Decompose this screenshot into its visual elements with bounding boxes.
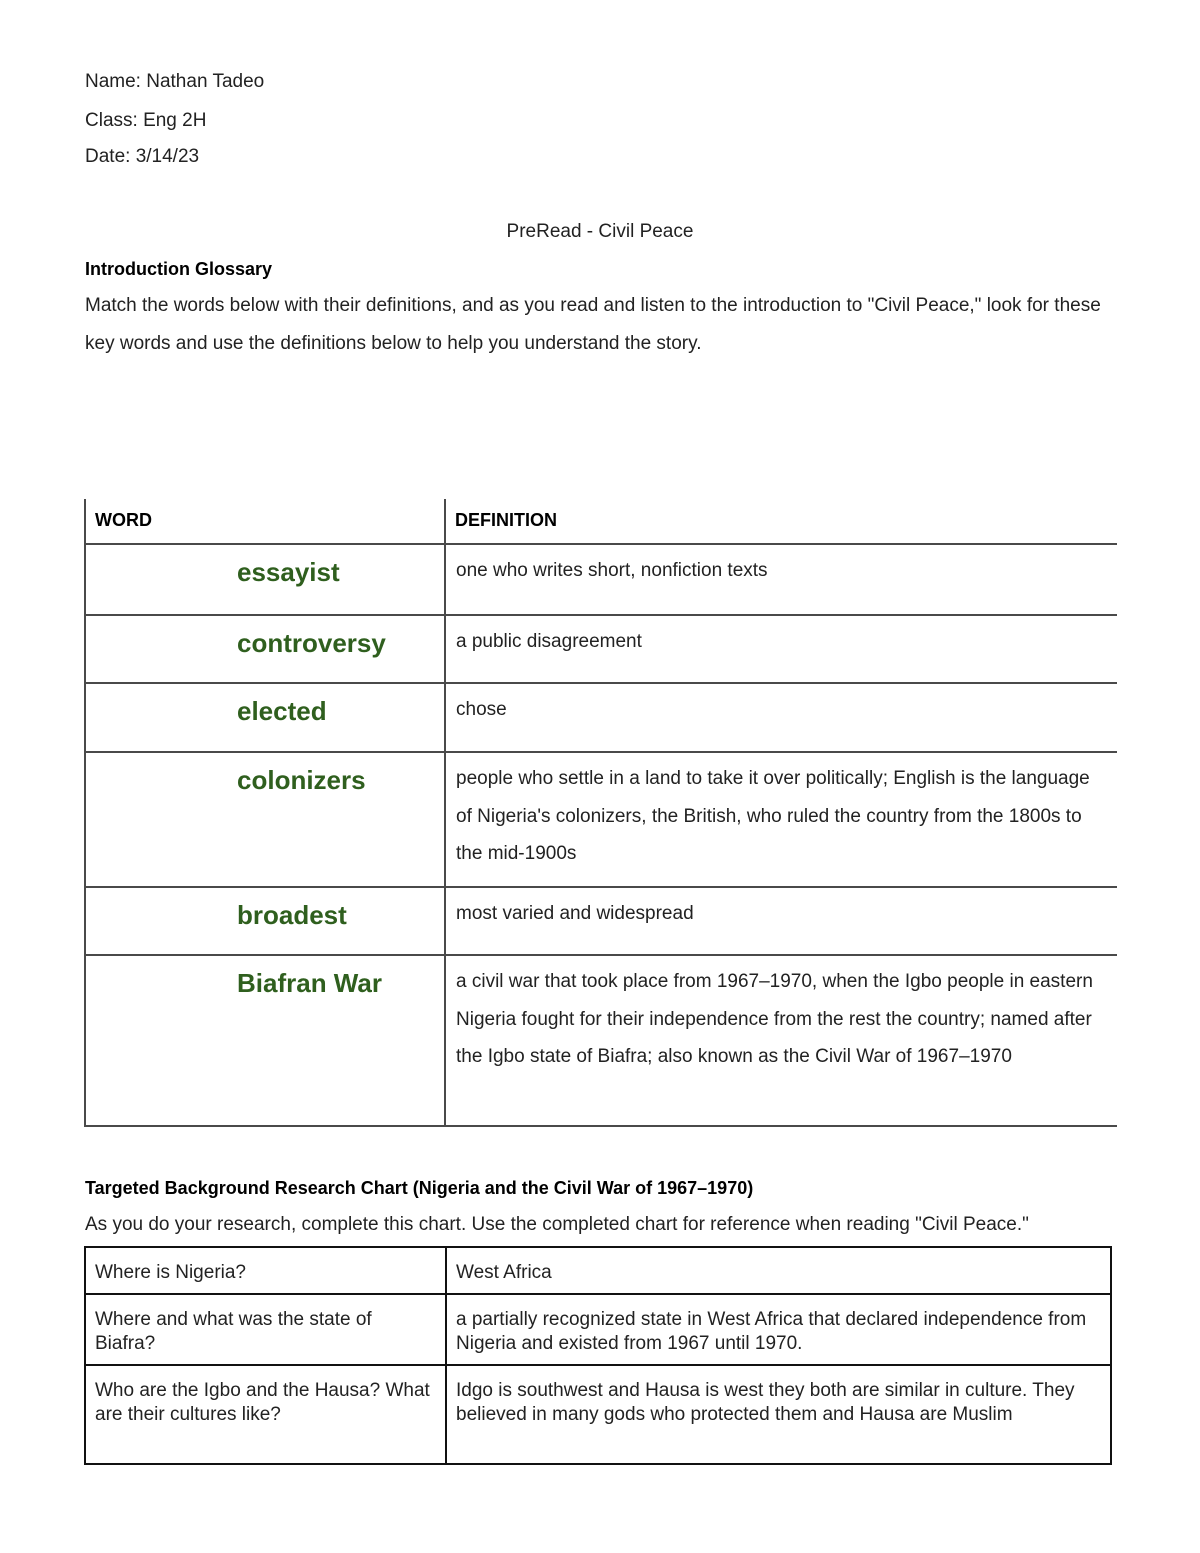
glossary-term: controversy <box>237 628 386 658</box>
glossary-row <box>85 544 1117 615</box>
research-instructions: As you do your research, complete this chart. Use the completed chart for reference when reading "Civil Peace." <box>85 1214 1029 1235</box>
glossary-definition: a public disagreement <box>456 631 642 652</box>
research-question: Where and what was the state of Biafra? <box>85 1294 446 1365</box>
research-heading: Targeted Background Research Chart (Nigeria and the Civil War of 1967–1970) <box>85 1178 754 1198</box>
glossary-header-row <box>85 499 1117 544</box>
research-answer: a partially recognized state in West Africa that declared independence from Nigeria and existed from 1967 until 1970. <box>446 1294 1111 1365</box>
word-column-header: WORD <box>95 510 152 530</box>
glossary-row <box>85 683 1117 752</box>
glossary-definition: chose <box>456 699 507 720</box>
glossary-term: colonizers <box>237 765 366 795</box>
glossary-definition: most varied and widespread <box>456 903 694 924</box>
research-row <box>85 1294 1111 1365</box>
assignment-date: Date: 3/14/23 <box>85 146 200 167</box>
research-row <box>85 1365 1111 1464</box>
glossary-instructions: Match the words below with their definitions, and as you read and listen to the introduction to "Civil Peace," look for these key words and use the definitions below to help you understand the story. <box>85 295 1101 354</box>
definition-column-header: DEFINITION <box>455 510 557 530</box>
research-row <box>85 1247 1111 1294</box>
student-name: Name: Nathan Tadeo <box>85 71 265 92</box>
class-name: Class: Eng 2H <box>85 110 207 131</box>
research-question: Who are the Igbo and the Hausa? What are their cultures like? <box>85 1365 446 1464</box>
glossary-term: essayist <box>237 557 340 587</box>
glossary-definition: people who settle in a land to take it over politically; English is the language of Nigeria's colonizers, the British, who ruled the country from the 1800s to the mid-1900s <box>456 768 1090 864</box>
glossary-term: broadest <box>237 900 347 930</box>
research-answer: West Africa <box>446 1247 1111 1294</box>
glossary-term: elected <box>237 696 327 726</box>
glossary-definition: a civil war that took place from 1967–1970, when the Igbo people in eastern Nigeria fought for their independence from the rest the country; named after the Igbo state of Biafra; also known as the Civil War of 1967–1970 <box>456 971 1093 1067</box>
document-title: PreRead - Civil Peace <box>506 221 694 242</box>
glossary-row <box>85 615 1117 683</box>
research-question: Where is Nigeria? <box>85 1247 446 1294</box>
glossary-row <box>85 955 1117 1126</box>
glossary-table <box>84 499 1117 1127</box>
glossary-row <box>85 887 1117 955</box>
glossary-term: Biafran War <box>237 968 382 998</box>
glossary-definition: one who writes short, nonfiction texts <box>456 560 768 581</box>
research-table <box>84 1246 1112 1465</box>
glossary-heading: Introduction Glossary <box>85 259 273 279</box>
glossary-row <box>85 752 1117 887</box>
research-answer: Idgo is southwest and Hausa is west they both are similar in culture. They believed in many gods who protected them and Hausa are Muslim <box>446 1365 1111 1464</box>
